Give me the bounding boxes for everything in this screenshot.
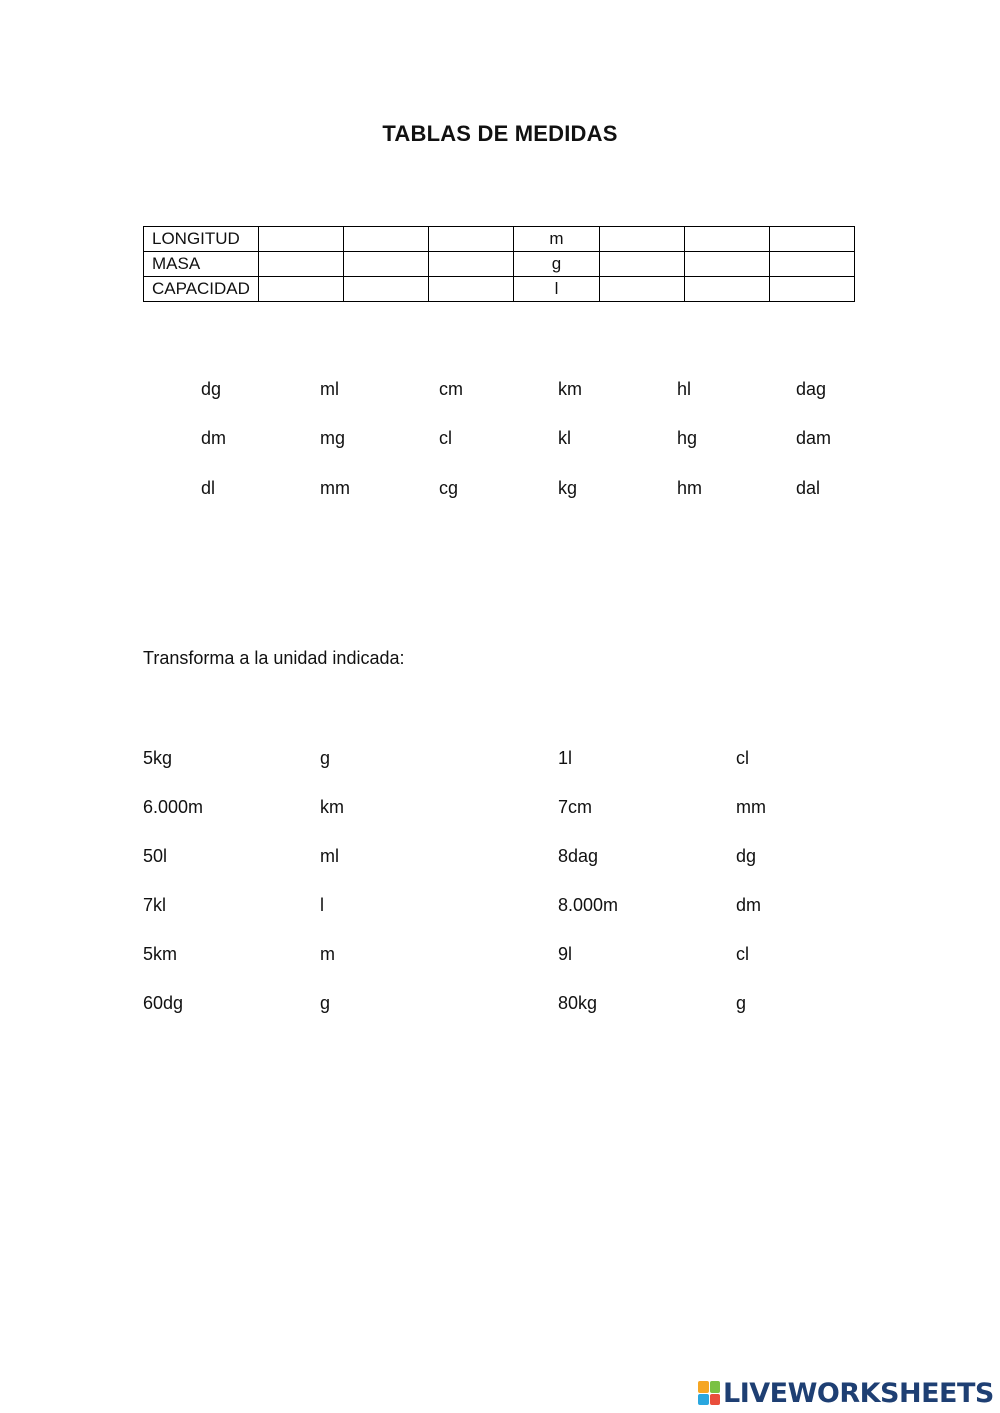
table-cell — [429, 227, 514, 252]
page-title: TABLAS DE MEDIDAS — [382, 121, 618, 146]
table-cell — [684, 252, 769, 277]
exercise-target: mm — [736, 797, 766, 817]
unit-label: ml — [320, 379, 339, 399]
unit-label: hg — [677, 428, 698, 448]
table-cell: g — [514, 252, 599, 277]
liveworksheets-icon — [698, 1381, 720, 1405]
unit-label: dg — [201, 379, 222, 399]
table-cell — [769, 227, 854, 252]
table-cell — [684, 227, 769, 252]
exercise-target: dg — [736, 846, 757, 866]
exercise-target: cl — [736, 944, 749, 964]
row-label: LONGITUD — [144, 227, 259, 252]
table-cell — [599, 252, 684, 277]
unit-label: kg — [558, 478, 578, 498]
table-row — [144, 277, 855, 302]
exercise-source: 7cm — [558, 797, 593, 817]
exercise-source: 7kl — [143, 895, 167, 915]
exercise-target: dm — [736, 895, 762, 915]
exercise-target: ml — [320, 846, 339, 866]
table-cell — [429, 277, 514, 302]
table-cell — [769, 277, 854, 302]
table-cell: l — [514, 277, 599, 302]
table-cell: m — [514, 227, 599, 252]
exercise-target: km — [320, 797, 344, 817]
table-cell — [344, 277, 429, 302]
liveworksheets-logo — [698, 1377, 994, 1409]
exercise-target: l — [320, 895, 324, 915]
exercise-source: 80kg — [558, 993, 598, 1013]
table-cell — [599, 227, 684, 252]
brand-text: LIVEWORKSHEETS — [723, 1377, 994, 1409]
table-cell — [259, 252, 344, 277]
exercise-source: 9l — [558, 944, 573, 964]
row-label: MASA — [144, 252, 259, 277]
logo-square — [698, 1381, 709, 1393]
exercise-target: m — [320, 944, 335, 964]
table-cell — [259, 227, 344, 252]
unit-label: cl — [439, 428, 452, 448]
table-row — [144, 252, 855, 277]
table-cell — [344, 252, 429, 277]
table-cell — [259, 277, 344, 302]
unit-label: dam — [796, 428, 832, 448]
exercise-target: g — [320, 748, 331, 768]
unit-label: kl — [558, 428, 571, 448]
exercise-source: 5kg — [143, 748, 173, 768]
logo-square — [698, 1394, 709, 1406]
exercise-source: 60dg — [143, 993, 184, 1013]
unit-label: km — [558, 379, 582, 399]
unit-label: dag — [796, 379, 827, 399]
row-label: CAPACIDAD — [144, 277, 259, 302]
unit-label: hm — [677, 478, 703, 498]
exercise-source: 6.000m — [143, 797, 204, 817]
logo-square — [710, 1394, 721, 1406]
exercise-source: 5km — [143, 944, 178, 964]
unit-label: mm — [320, 478, 350, 498]
table-cell — [344, 227, 429, 252]
exercise-source: 1l — [558, 748, 573, 768]
unit-label: hl — [677, 379, 692, 399]
unit-label: mg — [320, 428, 346, 448]
logo-square — [710, 1381, 721, 1393]
exercise-target: g — [320, 993, 331, 1013]
unit-label: cm — [439, 379, 463, 399]
unit-label: dal — [796, 478, 821, 498]
exercise-source: 50l — [143, 846, 168, 866]
unit-label: cg — [439, 478, 459, 498]
exercise-target: cl — [736, 748, 749, 768]
unit-label: dl — [201, 478, 216, 498]
table-cell — [429, 252, 514, 277]
table-row — [144, 227, 855, 252]
exercise-target: g — [736, 993, 747, 1013]
table-cell — [769, 252, 854, 277]
measures-table — [143, 226, 855, 302]
exercise-source: 8.000m — [558, 895, 619, 915]
table-cell — [684, 277, 769, 302]
exercise-source: 8dag — [558, 846, 599, 866]
instruction-text: Transforma a la unidad indicada: — [143, 648, 405, 668]
unit-label: dm — [201, 428, 227, 448]
table-cell — [599, 277, 684, 302]
